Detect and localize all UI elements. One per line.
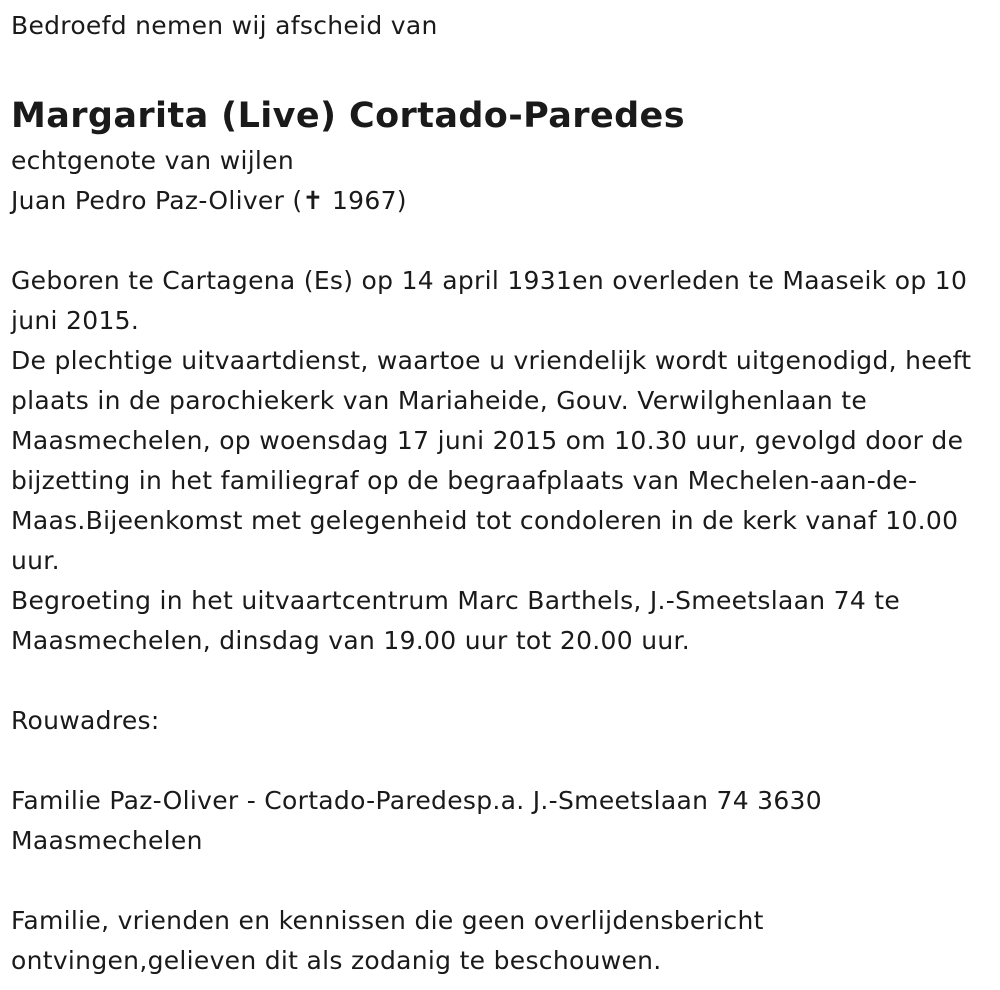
mourning-address-label: Rouwadres: [11, 706, 160, 735]
spacer [11, 861, 996, 901]
mourning-address: Familie Paz-Oliver - Cortado-Paredesp.a. J.-Smeetslaan 74 3630 Maasmechelen [11, 786, 822, 855]
spouse-line: Juan Pedro Paz-Oliver (✝ 1967) [11, 186, 407, 215]
spacer [11, 661, 996, 701]
intro-line: Bedroefd nemen wij afscheid van [11, 11, 438, 40]
funeral-service-paragraph: De plechtige uitvaartdienst, waartoe u vriendelijk wordt uitgenodigd, heeft plaats in de parochiekerk van Mariaheide, Gouv. Verwilghenlaan te Maasmechelen, op woensdag 17 juni 2015 om 10.30 uur, gevolgd door de bijzetting in het familiegraf op de begraafplaats van Mechelen-aan-de-Maas.Bijeenkomst met gelegenheid tot condoleren in de kerk vanaf 10.00 uur. [11, 346, 972, 575]
closing-paragraph: Familie, vrienden en kennissen die geen overlijdensbericht ontvingen,gelieven dit als zodanig te beschouwen. [11, 906, 764, 975]
deceased-name: Margarita (Live) Cortado-Paredes [11, 96, 685, 136]
visitation-paragraph: Begroeting in het uitvaartcentrum Marc Barthels, J.-Smeetslaan 74 te Maasmechelen, dinsdag van 19.00 uur tot 20.00 uur. [11, 586, 901, 655]
spacer [11, 221, 996, 261]
relation-line: echtgenote van wijlen [11, 146, 295, 175]
spacer [11, 741, 996, 781]
birth-death-paragraph: Geboren te Cartagena (Es) op 14 april 1931en overleden te Maaseik op 10 juni 2015. [11, 266, 968, 335]
death-notice [11, 6, 996, 981]
